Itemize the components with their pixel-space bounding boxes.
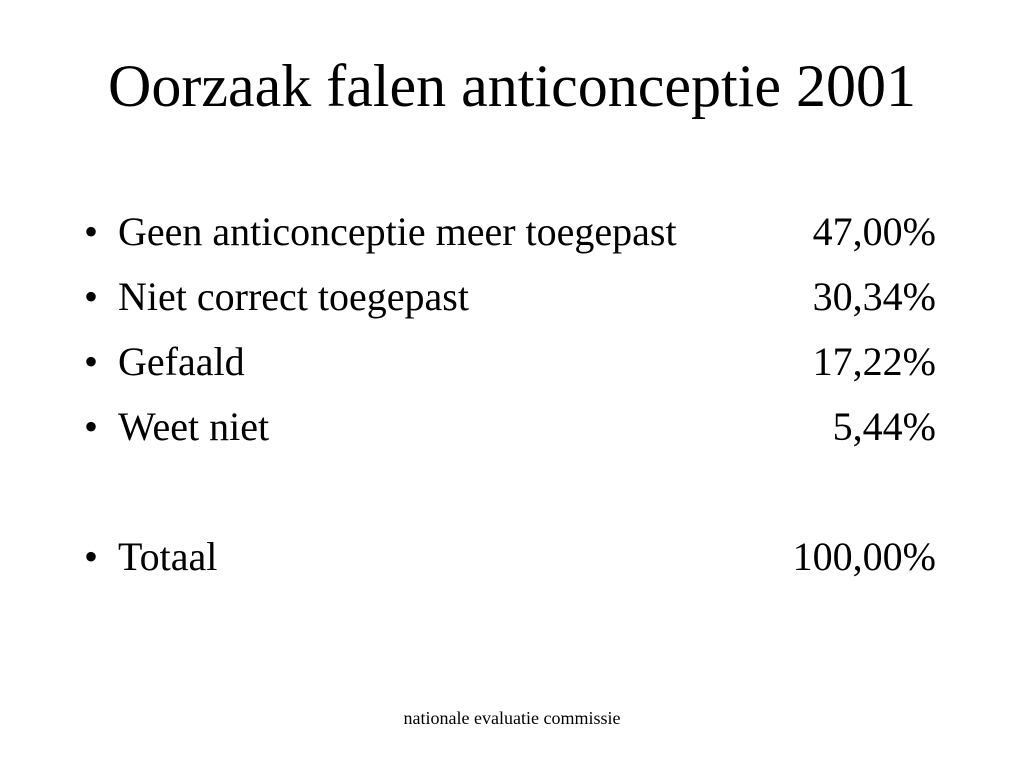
item-percentage: 5,44% <box>832 404 936 449</box>
item-percentage: 30,34% <box>812 274 936 319</box>
list-item <box>84 271 936 323</box>
bullet-icon: • <box>84 534 99 579</box>
bullet-icon: • <box>84 339 99 384</box>
total-item <box>84 531 936 583</box>
total-percentage: 100,00% <box>792 534 936 579</box>
list-item <box>84 336 936 388</box>
bullet-icon: • <box>84 274 99 319</box>
bullet-icon: • <box>84 404 99 449</box>
item-label: Niet correct toegepast <box>118 274 469 319</box>
item-label: Weet niet <box>118 404 270 449</box>
item-percentage: 47,00% <box>812 209 936 254</box>
item-label: Geen anticonceptie meer toegepast <box>118 209 677 254</box>
item-label: Gefaald <box>118 339 245 384</box>
bullet-icon: • <box>84 209 99 254</box>
list-item <box>84 401 936 453</box>
slide-title: Oorzaak falen anticonceptie 2001 <box>108 53 916 119</box>
total-label: Totaal <box>118 534 218 579</box>
slide-footer: nationale evaluatie commissie <box>403 708 621 728</box>
item-percentage: 17,22% <box>812 339 936 384</box>
list-item <box>84 206 936 258</box>
